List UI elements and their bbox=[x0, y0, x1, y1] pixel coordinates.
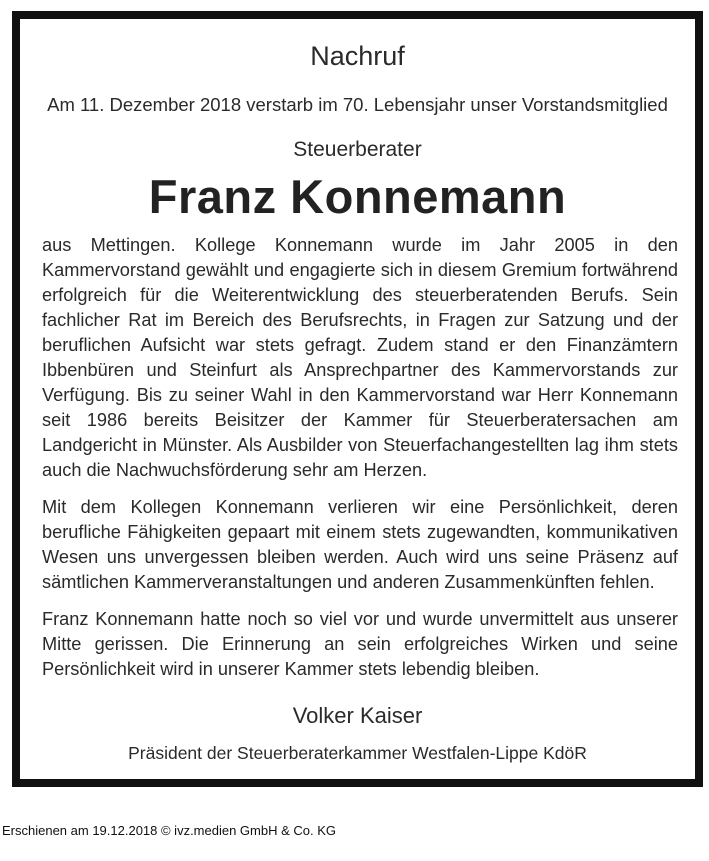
body-paragraph: aus Mettingen. Kollege Konnemann wurde im Jahr 2005 in den Kammervorstand gewählt und engagierte sich in diesem Gremium fortwährend erfolgreich für die Weiterentwicklung des steuerberatenden Berufs. Sein fachlicher Rat im Bereich des Berufsrechts, in Fragen zur Satzung und der beruflichen Aufsicht war stets gefragt. Zudem stand er den Finanzämtern Ibbenbüren und Steinfurt als Ansprechpartner des Kammervorstands zur Verfügung. Bis zu seiner Wahl in den Kammervorstand war Herr Konnemann seit 1986 bereits Beisitzer der Kammer für Steuerberatersachen am Landgericht in Münster. Als Ausbilder von Steuerfachangestellten lag ihm stets auch die Nachwuchsförderung sehr am Herzen. bbox=[42, 235, 678, 480]
body-paragraph: Mit dem Kollegen Konnemann verlieren wir eine Persönlichkeit, deren berufliche Fähigkeiten gepaart mit einem stets zugewandten, kommunikativen Wesen uns unvergessen bleiben werden. Auch wird uns seine Präsenz auf sämtlichen Kammerveranstaltungen und anderen Zusammenkünften fehlen. bbox=[42, 497, 678, 592]
obituary-notice bbox=[12, 11, 703, 787]
signatory-title: Präsident der Steuerberaterkammer Westfalen-Lippe KdöR bbox=[128, 743, 587, 763]
notice-intro: Am 11. Dezember 2018 verstarb im 70. Lebensjahr unser Vorstandsmitglied bbox=[47, 94, 668, 115]
deceased-name: Franz Konnemann bbox=[148, 170, 567, 223]
body-paragraph: Franz Konnemann hatte noch so viel vor und wurde unvermittelt aus unserer Mitte gerissen. Die Erinnerung an sein erfolgreiches Wirken und seine Persönlichkeit wird in unserer Kammer stets lebendig bleiben. bbox=[42, 609, 678, 679]
signatory-name: Volker Kaiser bbox=[292, 703, 423, 728]
notice-body bbox=[42, 233, 678, 694]
notice-title: Nachruf bbox=[310, 41, 405, 71]
publication-footer: Erschienen am 19.12.2018 © ivz.medien GmbH & Co. KG bbox=[2, 823, 337, 838]
deceased-profession: Steuerberater bbox=[293, 138, 422, 161]
